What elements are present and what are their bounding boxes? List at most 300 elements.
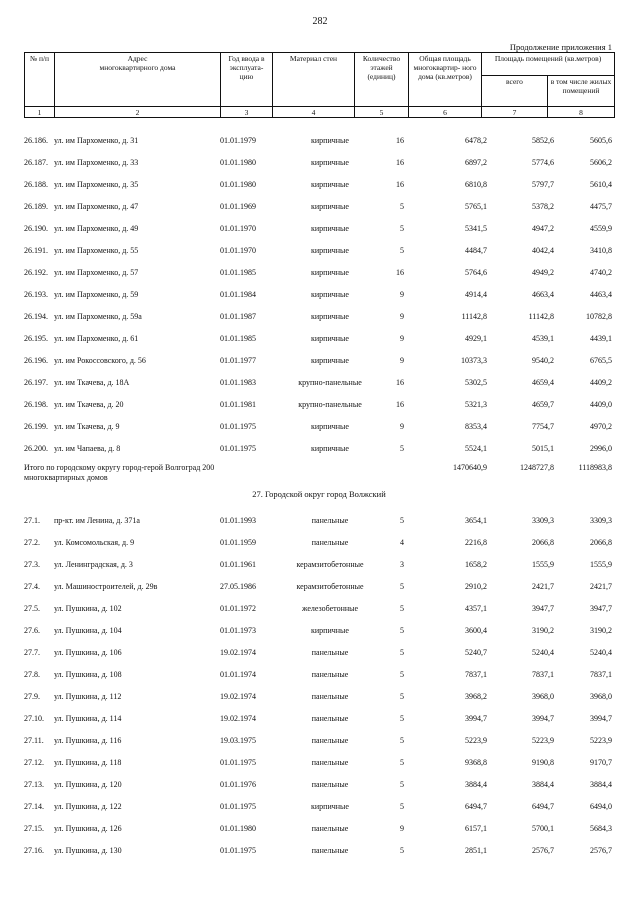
row-total-area: 6157,1 [465, 824, 487, 833]
row-premises-area: 4539,1 [532, 334, 554, 343]
row-residential-area: 4740,2 [590, 268, 612, 277]
row-residential-area: 4439,1 [590, 334, 612, 343]
table-row [24, 578, 614, 600]
table-row [24, 666, 614, 688]
row-year: 01.01.1975 [220, 758, 256, 767]
volgograd-rows [24, 132, 614, 462]
row-floors: 16 [396, 400, 404, 409]
row-total-area: 11142,8 [461, 312, 487, 321]
row-residential-area: 7837,1 [590, 670, 612, 679]
row-address: ул. им Пархоменко, д. 61 [54, 334, 139, 343]
row-year: 01.01.1980 [220, 180, 256, 189]
row-material: кирпичные [311, 246, 349, 255]
row-address: ул. им Ткачева, д. 18А [54, 378, 130, 387]
row-premises-area: 5700,1 [532, 824, 554, 833]
row-premises-area: 3309,3 [532, 516, 554, 525]
row-material: керамзитобетонные [296, 582, 364, 591]
row-floors: 5 [400, 846, 404, 855]
row-residential-area: 6494,0 [590, 802, 612, 811]
row-floors: 5 [400, 444, 404, 453]
row-number: 26.189. [24, 202, 48, 211]
row-number: 26.194. [24, 312, 48, 321]
header-colnum: 2 [55, 107, 221, 118]
row-year: 01.01.1993 [220, 516, 256, 525]
header-col-year: Год ввода в эксплуата- цию [221, 53, 273, 107]
header-colnum: 7 [482, 107, 548, 118]
table-row [24, 154, 614, 176]
header-col-all: всего [482, 76, 548, 107]
row-residential-area: 4409,0 [590, 400, 612, 409]
row-premises-area: 3994,7 [532, 714, 554, 723]
table-row [24, 644, 614, 666]
row-address: ул. им Пархоменко, д. 49 [54, 224, 139, 233]
row-year: 01.01.1975 [220, 802, 256, 811]
row-number: 26.193. [24, 290, 48, 299]
row-number: 26.187. [24, 158, 48, 167]
row-year: 01.01.1970 [220, 224, 256, 233]
row-residential-area: 3190,2 [590, 626, 612, 635]
row-floors: 5 [400, 692, 404, 701]
row-premises-area: 1555,9 [532, 560, 554, 569]
row-premises-area: 3190,2 [532, 626, 554, 635]
row-total-area: 9368,8 [465, 758, 487, 767]
row-premises-area: 5015,1 [532, 444, 554, 453]
row-residential-area: 3968,0 [590, 692, 612, 701]
row-residential-area: 4475,7 [590, 202, 612, 211]
row-address: ул. им Пархоменко, д. 35 [54, 180, 139, 189]
header-colnum: 4 [273, 107, 355, 118]
row-address: ул. им Пархоменко, д. 31 [54, 136, 139, 145]
row-premises-area: 7754,7 [532, 422, 554, 431]
row-address: ул. Ленинградская, д. 3 [54, 560, 133, 569]
row-premises-area: 4949,2 [532, 268, 554, 277]
row-number: 27.1. [24, 516, 40, 525]
row-material: керамзитобетонные [296, 560, 364, 569]
row-address: ул. им Пархоменко, д. 57 [54, 268, 139, 277]
row-premises-area: 2576,7 [532, 846, 554, 855]
row-year: 01.01.1959 [220, 538, 256, 547]
row-address: ул. Пушкина, д. 118 [54, 758, 122, 767]
row-total-area: 5764,6 [465, 268, 487, 277]
row-total-area: 6810,8 [465, 180, 487, 189]
table-row [24, 198, 614, 220]
header-col-total-area: Общая площадь многоквартир- ного дома (кв.метров) [409, 53, 482, 107]
table-row [24, 308, 614, 330]
header-col-residential: в том числе жилых помещений [548, 76, 615, 107]
row-residential-area: 5684,3 [590, 824, 612, 833]
row-material: кирпичные [311, 356, 349, 365]
row-total-area: 5524,1 [465, 444, 487, 453]
row-address: ул. им Пархоменко, д. 55 [54, 246, 139, 255]
row-address: ул. им Рокоссовского, д. 56 [54, 356, 146, 365]
row-number: 27.16. [24, 846, 44, 855]
row-address: ул. им Пархоменко, д. 59а [54, 312, 142, 321]
row-material: панельные [311, 736, 349, 745]
row-premises-area: 4659,4 [532, 378, 554, 387]
row-residential-area: 2576,7 [590, 846, 612, 855]
row-residential-area: 6765,5 [590, 356, 612, 365]
table-row [24, 512, 614, 534]
row-premises-area: 9540,2 [532, 356, 554, 365]
row-year: 19.02.1974 [220, 714, 256, 723]
row-residential-area: 5223,9 [590, 736, 612, 745]
row-floors: 16 [396, 136, 404, 145]
row-residential-area: 5605,6 [590, 136, 612, 145]
header-col-floors: Количество этажей (единиц) [355, 53, 409, 107]
row-total-area: 6897,2 [465, 158, 487, 167]
row-premises-area: 2066,8 [532, 538, 554, 547]
table-body [24, 132, 614, 864]
table-row [24, 776, 614, 798]
table-row [24, 842, 614, 864]
row-residential-area: 5610,4 [590, 180, 612, 189]
table-row [24, 396, 614, 418]
row-year: 01.01.1981 [220, 400, 256, 409]
header-colnum: 6 [409, 107, 482, 118]
row-total-area: 6494,7 [465, 802, 487, 811]
row-address: ул. им Ткачева, д. 20 [54, 400, 124, 409]
row-premises-area: 4947,2 [532, 224, 554, 233]
row-year: 01.01.1969 [220, 202, 256, 211]
row-material: кирпичные [311, 268, 349, 277]
row-address: ул. им Пархоменко, д. 33 [54, 158, 139, 167]
row-residential-area: 2421,7 [590, 582, 612, 591]
row-premises-area: 5378,2 [532, 202, 554, 211]
row-number: 26.186. [24, 136, 48, 145]
row-address: ул. Пушкина, д. 104 [54, 626, 122, 635]
table-row [24, 352, 614, 374]
row-premises-area: 5852,6 [532, 136, 554, 145]
row-total-area: 4484,7 [465, 246, 487, 255]
table-row [24, 264, 614, 286]
section-title-text: 27. Городской округ город Волжский [252, 489, 386, 499]
row-material: панельные [311, 670, 349, 679]
row-total-area: 2910,2 [465, 582, 487, 591]
row-material: панельные [311, 538, 349, 547]
row-material: кирпичные [311, 444, 349, 453]
row-floors: 5 [400, 758, 404, 767]
row-year: 01.01.1975 [220, 846, 256, 855]
table-row [24, 330, 614, 352]
row-number: 26.188. [24, 180, 48, 189]
table-row [24, 754, 614, 776]
row-residential-area: 3947,7 [590, 604, 612, 613]
row-address: ул. Машиностроителей, д. 29в [54, 582, 158, 591]
row-number: 27.13. [24, 780, 44, 789]
row-material: панельные [311, 714, 349, 723]
table-row [24, 286, 614, 308]
table-row [24, 132, 614, 154]
volzhsky-rows [24, 512, 614, 864]
row-total-area: 10373,3 [461, 356, 487, 365]
row-year: 01.01.1975 [220, 444, 256, 453]
row-floors: 9 [400, 290, 404, 299]
row-address: ул. Пушкина, д. 116 [54, 736, 122, 745]
row-material: кирпичные [311, 334, 349, 343]
row-address: ул. Пушкина, д. 106 [54, 648, 122, 657]
row-floors: 3 [400, 560, 404, 569]
row-total-area: 5321,3 [465, 400, 487, 409]
table-row [24, 798, 614, 820]
row-number: 27.2. [24, 538, 40, 547]
row-number: 27.10. [24, 714, 44, 723]
row-premises-area: 3947,7 [532, 604, 554, 613]
row-address: ул. Пушкина, д. 102 [54, 604, 122, 613]
row-number: 26.191. [24, 246, 48, 255]
row-material: кирпичные [311, 422, 349, 431]
row-year: 01.01.1984 [220, 290, 256, 299]
row-material: панельные [311, 824, 349, 833]
page-number: 282 [312, 16, 328, 27]
row-year: 01.01.1974 [220, 670, 256, 679]
row-residential-area: 5606,2 [590, 158, 612, 167]
row-material: кирпичные [311, 180, 349, 189]
row-premises-area: 5240,4 [532, 648, 554, 657]
row-floors: 5 [400, 246, 404, 255]
row-number: 26.190. [24, 224, 48, 233]
row-residential-area: 2996,0 [590, 444, 612, 453]
row-floors: 16 [396, 268, 404, 277]
row-floors: 9 [400, 824, 404, 833]
row-address: ул. им Ткачева, д. 9 [54, 422, 120, 431]
row-total-area: 2216,8 [465, 538, 487, 547]
row-total-area: 1658,2 [465, 560, 487, 569]
row-address: ул. Пушкина, д. 112 [54, 692, 122, 701]
row-year: 01.01.1973 [220, 626, 256, 635]
table-row [24, 418, 614, 440]
row-number: 26.198. [24, 400, 48, 409]
table-row [24, 820, 614, 842]
row-address: ул. им Пархоменко, д. 59 [54, 290, 139, 299]
row-premises-area: 3968,0 [532, 692, 554, 701]
row-year: 19.03.1975 [220, 736, 256, 745]
row-number: 27.5. [24, 604, 40, 613]
row-address: ул. Пушкина, д. 120 [54, 780, 122, 789]
row-material: крупно-панельные [298, 378, 362, 387]
row-premises-area: 5797,7 [532, 180, 554, 189]
row-year: 19.02.1974 [220, 692, 256, 701]
row-address: ул. Пушкина, д. 126 [54, 824, 122, 833]
row-number: 27.12. [24, 758, 44, 767]
row-residential-area: 4559,9 [590, 224, 612, 233]
row-address: ул. Пушкина, д. 130 [54, 846, 122, 855]
row-material: панельные [311, 516, 349, 525]
row-floors: 5 [400, 670, 404, 679]
table-row [24, 374, 614, 396]
row-year: 01.01.1983 [220, 378, 256, 387]
table-row [24, 176, 614, 198]
row-number: 26.192. [24, 268, 48, 277]
row-material: кирпичные [311, 136, 349, 145]
row-floors: 5 [400, 780, 404, 789]
row-floors: 5 [400, 604, 404, 613]
table-row [24, 534, 614, 556]
row-residential-area: 4463,4 [590, 290, 612, 299]
table-row [24, 242, 614, 264]
header-col-material: Материал стен [273, 53, 355, 107]
row-number: 26.196. [24, 356, 48, 365]
table-row [24, 440, 614, 462]
row-material: панельные [311, 780, 349, 789]
row-residential-area: 4970,2 [590, 422, 612, 431]
header-col-address [55, 53, 221, 107]
row-address: ул. Пушкина, д. 122 [54, 802, 122, 811]
row-year: 01.01.1985 [220, 334, 256, 343]
row-number: 27.9. [24, 692, 40, 701]
row-residential-area: 9170,7 [590, 758, 612, 767]
row-year: 01.01.1972 [220, 604, 256, 613]
table-row [24, 220, 614, 242]
row-material: панельные [311, 692, 349, 701]
table-header [24, 52, 615, 118]
row-residential-area: 10782,8 [586, 312, 612, 321]
row-residential-area: 2066,8 [590, 538, 612, 547]
section-title [24, 488, 614, 512]
row-total-area: 8353,4 [465, 422, 487, 431]
row-total-area: 6478,2 [465, 136, 487, 145]
header-colnum: 8 [548, 107, 615, 118]
table-row [24, 710, 614, 732]
header-col-premises: Площадь помещений (кв.метров) [482, 53, 615, 76]
row-number: 27.4. [24, 582, 40, 591]
row-premises-area: 3884,4 [532, 780, 554, 789]
row-year: 01.01.1980 [220, 158, 256, 167]
row-material: кирпичные [311, 626, 349, 635]
row-total-area: 5341,5 [465, 224, 487, 233]
header-colnum: 1 [25, 107, 55, 118]
row-year: 01.01.1979 [220, 136, 256, 145]
row-premises-area: 4042,4 [532, 246, 554, 255]
row-floors: 5 [400, 202, 404, 211]
row-number: 27.14. [24, 802, 44, 811]
row-total-area: 5223,9 [465, 736, 487, 745]
row-residential-area: 3994,7 [590, 714, 612, 723]
row-floors: 5 [400, 582, 404, 591]
row-number: 27.8. [24, 670, 40, 679]
row-year: 01.01.1977 [220, 356, 256, 365]
row-year: 01.01.1985 [220, 268, 256, 277]
row-address: ул. Пушкина, д. 108 [54, 670, 122, 679]
row-material: кирпичные [311, 802, 349, 811]
table-row [24, 600, 614, 622]
row-total-area: 3968,2 [465, 692, 487, 701]
row-floors: 4 [400, 538, 404, 547]
row-year: 01.01.1976 [220, 780, 256, 789]
row-total-area: 3994,7 [465, 714, 487, 723]
row-residential-area: 4409,2 [590, 378, 612, 387]
row-number: 26.195. [24, 334, 48, 343]
row-address: ул. им Пархоменко, д. 47 [54, 202, 139, 211]
row-year: 01.01.1987 [220, 312, 256, 321]
row-material: кирпичные [311, 224, 349, 233]
row-floors: 9 [400, 356, 404, 365]
row-address: пр-кт. им Ленина, д. 371а [54, 516, 140, 525]
row-total-area: 7837,1 [465, 670, 487, 679]
row-year: 01.01.1975 [220, 422, 256, 431]
row-floors: 9 [400, 334, 404, 343]
row-number: 26.200. [24, 444, 48, 453]
continuation-note: Продолжение приложения 1 [509, 42, 612, 52]
row-total-area: 5240,7 [465, 648, 487, 657]
row-year: 01.01.1980 [220, 824, 256, 833]
row-premises-area: 11142,8 [528, 312, 554, 321]
row-material: панельные [311, 846, 349, 855]
row-premises-area: 4663,4 [532, 290, 554, 299]
row-material: кирпичные [311, 158, 349, 167]
row-residential-area: 3410,8 [590, 246, 612, 255]
row-floors: 5 [400, 736, 404, 745]
header-col-no: № п/п [25, 53, 55, 107]
row-floors: 9 [400, 312, 404, 321]
header-colnum: 3 [221, 107, 273, 118]
row-total-area: 3654,1 [465, 516, 487, 525]
row-floors: 5 [400, 802, 404, 811]
total-area: 1470640,9 [453, 463, 487, 472]
row-material: крупно-панельные [298, 400, 362, 409]
row-total-area: 2851,1 [465, 846, 487, 855]
row-address: ул. им Чапаева, д. 8 [54, 444, 121, 453]
total-premises: 1248727,8 [520, 463, 554, 472]
row-premises-area: 5223,9 [532, 736, 554, 745]
total-row [24, 462, 614, 488]
row-floors: 9 [400, 422, 404, 431]
row-premises-area: 6494,7 [532, 802, 554, 811]
table-row [24, 688, 614, 710]
row-premises-area: 2421,7 [532, 582, 554, 591]
row-premises-area: 5774,6 [532, 158, 554, 167]
row-residential-area: 3309,3 [590, 516, 612, 525]
table-row [24, 732, 614, 754]
total-label: Итого по городскому округу город-герой Волгоград 200 многоквартирных домов [24, 463, 215, 482]
row-total-area: 5765,1 [465, 202, 487, 211]
row-premises-area: 7837,1 [532, 670, 554, 679]
row-material: кирпичные [311, 290, 349, 299]
total-residential: 1118983,8 [578, 463, 612, 472]
row-total-area: 4929,1 [465, 334, 487, 343]
row-floors: 5 [400, 516, 404, 525]
row-floors: 5 [400, 648, 404, 657]
row-floors: 16 [396, 378, 404, 387]
row-number: 27.11. [24, 736, 44, 745]
row-residential-area: 1555,9 [590, 560, 612, 569]
row-number: 26.197. [24, 378, 48, 387]
row-number: 27.15. [24, 824, 44, 833]
row-floors: 5 [400, 714, 404, 723]
row-total-area: 4914,4 [465, 290, 487, 299]
row-total-area: 3884,4 [465, 780, 487, 789]
row-address: ул. Комсомольская, д. 9 [54, 538, 135, 547]
row-total-area: 4357,1 [465, 604, 487, 613]
header-col-address-line2: многоквартирного дома [99, 63, 176, 72]
row-number: 27.3. [24, 560, 40, 569]
row-floors: 5 [400, 626, 404, 635]
row-address: ул. Пушкина, д. 114 [54, 714, 122, 723]
row-material: кирпичные [311, 312, 349, 321]
row-year: 01.01.1970 [220, 246, 256, 255]
row-premises-area: 9190,8 [532, 758, 554, 767]
table-row [24, 622, 614, 644]
row-total-area: 3600,4 [465, 626, 487, 635]
table-row [24, 556, 614, 578]
row-total-area: 5302,5 [465, 378, 487, 387]
row-residential-area: 3884,4 [590, 780, 612, 789]
row-number: 26.199. [24, 422, 48, 431]
row-premises-area: 4659,7 [532, 400, 554, 409]
row-residential-area: 5240,4 [590, 648, 612, 657]
header-colnum: 5 [355, 107, 409, 118]
row-number: 27.7. [24, 648, 40, 657]
row-year: 27.05.1986 [220, 582, 256, 591]
